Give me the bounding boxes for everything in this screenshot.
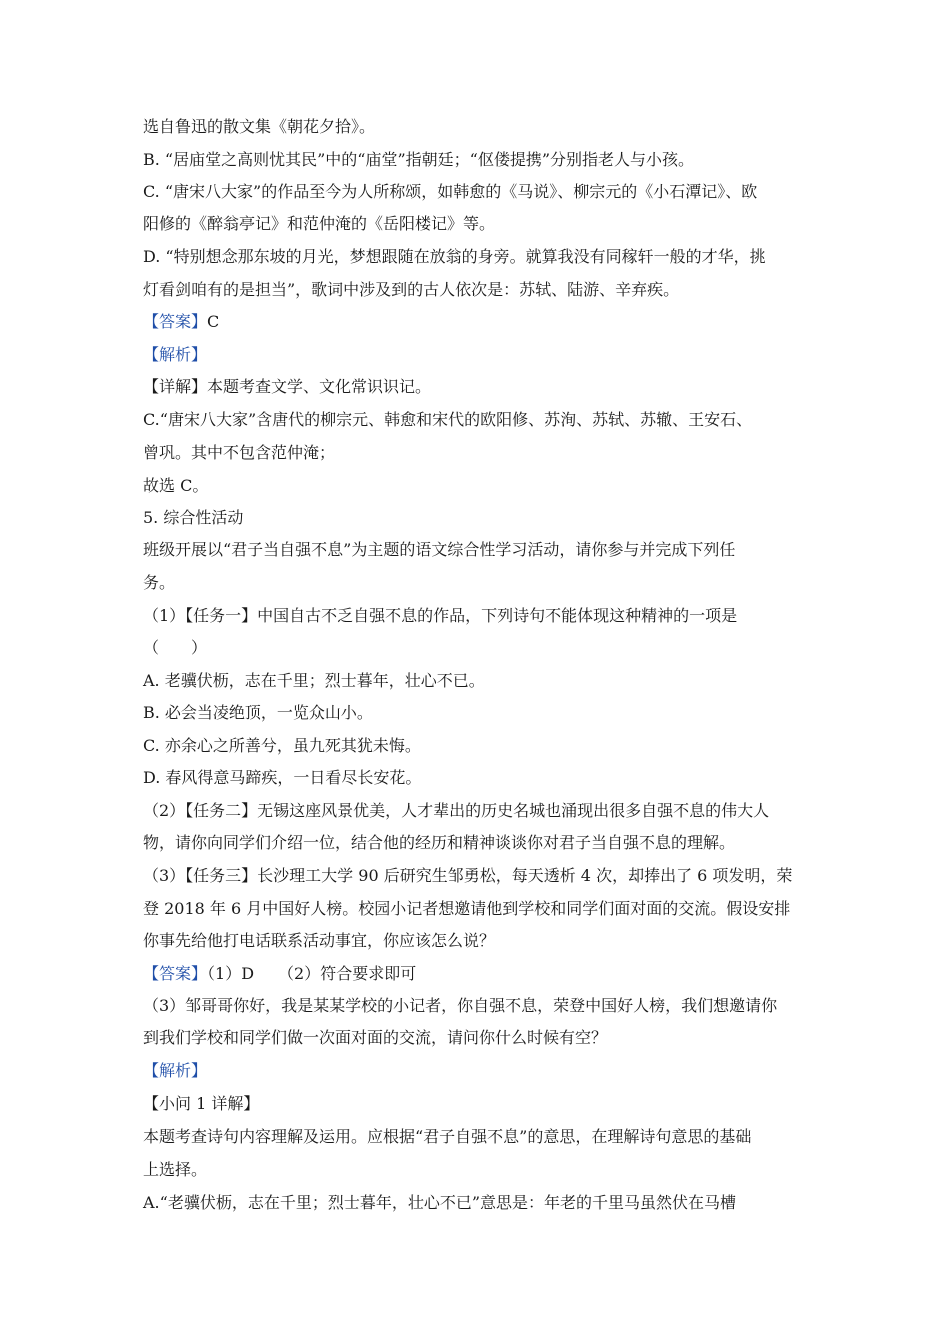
text-line: 你事先给他打电话联系活动事宜，你应该怎么说？ [143,931,496,950]
text-line: 【小问 1 详解】 [143,1094,260,1113]
text-line: （3）邹哥哥你好，我是某某学校的小记者，你自强不息，荣登中国好人榜，我们想邀请你 [143,996,778,1015]
text-line: 班级开展以“君子当自强不息”为主题的语文综合性学习活动，请你参与并完成下列任 [143,540,736,559]
text-line: A.“老骥伏枥，志在千里；烈士暮年，壮心不已”意思是：年老的千里马虽然伏在马槽 [143,1193,737,1212]
answer-text: （1）D （2）符合要求即可 [207,964,417,983]
analysis-line [143,1061,207,1081]
text-line: 灯看剑咱有的是担当”，歌词中涉及到的古人依次是：苏轼、陆游、辛弃疾。 [143,280,680,299]
text-line: D. “特别想念那东坡的月光，梦想跟随在放翁的身旁。就算我没有同稼轩一般的才华，挑 [143,247,766,266]
text-line: 到我们学校和同学们做一次面对面的交流，请问你什么时候有空？ [143,1028,608,1047]
text-line: 物，请你向同学们介绍一位，结合他的经历和精神谈谈你对君子当自强不息的理解。 [143,833,736,852]
text-line: 选自鲁迅的散文集《朝花夕拾》。 [143,117,376,136]
answer-tag: 【答案】 [143,964,208,983]
option-line: B. 必会当凌绝顶，一览众山小。 [143,703,373,722]
text-line: C. “唐宋八大家”的作品至今为人所称颂，如韩愈的《马说》、柳宗元的《小石潭记》、欧 [143,182,758,201]
option-line: C. 亦余心之所善兮，虽九死其犹未悔。 [143,736,421,755]
analysis-line [143,345,207,365]
answer-line [143,312,219,332]
analysis-tag: 【解析】 [143,345,208,364]
text-line: 本题考查诗句内容理解及运用。应根据“君子自强不息”的意思，在理解诗句意思的基础 [143,1127,752,1146]
text-line: （1）【任务一】中国自古不乏自强不息的作品，下列诗句不能体现这种精神的一项是 [143,606,738,625]
question-title: 5. 综合性活动 [143,508,244,527]
answer-text: C [207,312,220,331]
text-line: （ ） [143,638,208,657]
text-line: C.“唐宋八大家”含唐代的柳宗元、韩愈和宋代的欧阳修、苏洵、苏轼、苏辙、王安石、 [143,410,753,429]
text-line: 故选 C。 [143,476,209,495]
answer-line [143,964,416,984]
option-line: A. 老骥伏枥，志在千里；烈士暮年，壮心不已。 [143,671,485,690]
text-line: 曾巩。其中不包含范仲淹； [143,443,336,462]
text-line: （2）【任务二】无锡这座风景优美，人才辈出的历史名城也涌现出很多自强不息的伟大人 [143,801,770,820]
option-line: D. 春风得意马蹄疾，一日看尽长安花。 [143,768,422,787]
text-line: 务。 [143,573,176,592]
analysis-tag: 【解析】 [143,1061,208,1080]
text-line: B. “居庙堂之高则忧其民”中的“庙堂”指朝廷；“伛偻提携”分别指老人与小孩。 [143,150,695,169]
answer-tag: 【答案】 [143,312,208,331]
text-line: 登 2018 年 6 月中国好人榜。校园小记者想邀请他到学校和同学们面对面的交流。假设安排 [143,899,791,918]
text-line: 【详解】本题考查文学、文化常识识记。 [143,377,432,396]
text-line: （3）【任务三】长沙理工大学 90 后研究生邹勇松，每天透析 4 次，却捧出了 6 项发明，荣 [143,866,793,885]
text-line: 上选择。 [143,1160,208,1179]
text-line: 阳修的《醉翁亭记》和范仲淹的《岳阳楼记》等。 [143,214,496,233]
